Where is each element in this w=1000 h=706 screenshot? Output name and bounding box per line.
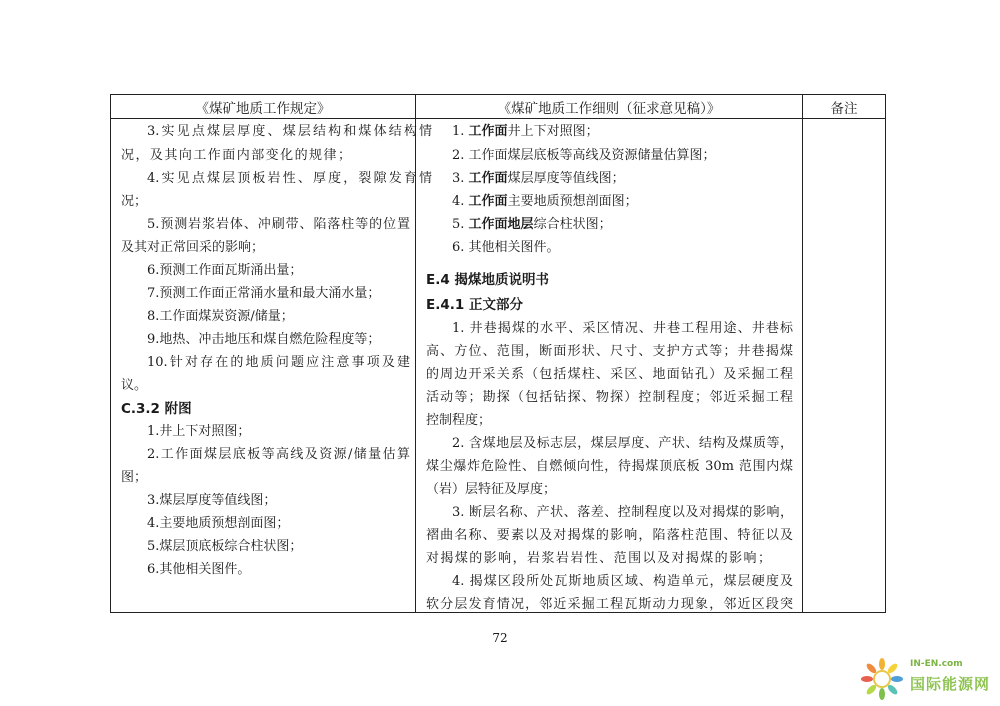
section-heading: E.4 揭煤地质说明书 (426, 272, 549, 288)
list-text: 工作面煤层底板等高线及资源储量估算图； (468, 148, 716, 163)
list-bold: 工作面 (468, 194, 508, 209)
left-line: 4.实见点煤层顶板岩性、厚度，裂隙发育情 (147, 171, 432, 186)
left-line: 9.地热、冲击地压和煤自燃危险程度等； (147, 332, 381, 347)
left-line: 10.针对存在的地质问题应注意事项及建 (147, 355, 410, 370)
left-line: 图； (121, 470, 148, 485)
left-line: 及其对正常回采的影响； (121, 240, 265, 255)
table-header-row (111, 95, 886, 119)
header-left: 《煤矿地质工作规定》 (111, 95, 416, 119)
mid-line: 3. 断层名称、产状、落差、控制程度以及对揭煤的影响， (452, 505, 793, 520)
mid-list-item (452, 217, 612, 233)
list-text: 主要地质预想剖面图； (507, 194, 638, 209)
list-number: 4. (452, 194, 465, 209)
mid-line: 4. 揭煤区段所处瓦斯地质区域、构造单元，煤层硬度及 (452, 574, 793, 589)
note-cell (803, 119, 886, 613)
left-line: 5.预测岩浆岩体、冲刷带、陷落柱等的位置 (147, 217, 410, 232)
mid-line: （岩）层特征及厚度； (426, 482, 557, 497)
list-text: 其他相关图件。 (468, 240, 560, 255)
mid-line: 活动等；勘探（包括钻探、物探）控制程度；邻近采掘工程 (426, 390, 793, 405)
mid-line: 褶曲名称、要素以及对揭煤的影响，陷落柱范围、特征以及 (426, 528, 793, 543)
header-note: 备注 (803, 95, 886, 119)
left-line: 7.预测工作面正常涌水量和最大涌水量； (147, 286, 381, 301)
section-heading: E.4.1 正文部分 (426, 297, 523, 313)
left-line: 况，及其向工作面内部变化的规律； (121, 148, 351, 163)
left-line: 4.主要地质预想剖面图； (147, 516, 290, 531)
sun-logo-icon (858, 655, 906, 703)
mid-list-item (452, 194, 638, 210)
left-line: 5.煤层顶底板综合柱状图； (147, 539, 303, 554)
left-line: 议。 (121, 378, 148, 393)
list-bold: 工作面 (468, 171, 508, 186)
page-number: 72 (492, 631, 508, 645)
section-heading: C.3.2 附图 (121, 401, 192, 417)
mid-line: 高、方位、范围，断面形状、尺寸、支护方式等；井巷揭煤 (426, 344, 793, 359)
mid-list-item (452, 124, 599, 140)
mid-list-item (452, 240, 560, 256)
header-mid: 《煤矿地质工作细则（征求意见稿）》 (416, 95, 803, 119)
left-line: 2.工作面煤层底板等高线及资源/储量估算 (147, 447, 410, 462)
watermark (858, 653, 1000, 706)
list-number: 2. (452, 148, 465, 163)
mid-list-item (452, 148, 716, 164)
left-line: 3.煤层厚度等值线图； (147, 493, 277, 508)
left-line: 8.工作面煤炭资源/储量； (147, 309, 294, 324)
list-number: 5. (452, 217, 465, 232)
list-text: 煤层厚度等值线图； (507, 171, 625, 186)
left-line: 况； (121, 194, 148, 209)
list-text: 综合柱状图； (533, 217, 612, 232)
watermark-domain: IN-EN.com (910, 659, 963, 669)
table-body-row (111, 119, 886, 613)
mid-list-item (452, 171, 625, 187)
list-bold: 工作面地层 (468, 217, 534, 232)
list-bold: 工作面 (468, 124, 508, 139)
list-number: 6. (452, 240, 465, 255)
mid-line: 控制程度； (426, 413, 492, 428)
left-line: 6.预测工作面瓦斯涌出量； (147, 263, 303, 278)
watermark-brand: 国际能源网 (910, 675, 991, 693)
mid-line: 的周边开采关系（包括煤柱、采区、地面钻孔）及采掘工程 (426, 367, 793, 382)
left-cell (111, 119, 432, 613)
mid-line: 2. 含煤地层及标志层，煤层厚度、产状、结构及煤质等， (452, 436, 793, 451)
mid-line: 软分层发育情况，邻近采掘工程瓦斯动力现象，邻近区段突 (426, 597, 793, 612)
list-number: 3. (452, 171, 465, 186)
left-line: 3.实见点煤层厚度、煤层结构和煤体结构情 (147, 124, 432, 139)
list-text: 井上下对照图； (507, 124, 599, 139)
left-line: 1.井上下对照图； (147, 424, 251, 439)
left-line: 6.其他相关图件。 (147, 562, 251, 577)
mid-line: 煤尘爆炸危险性、自燃倾向性，待揭煤顶底板 30m 范围内煤 (426, 459, 793, 474)
list-number: 1. (452, 124, 465, 139)
mid-line: 对揭煤的影响，岩浆岩岩性、范围以及对揭煤的影响； (426, 551, 771, 566)
comparison-table (110, 94, 886, 613)
mid-line: 1. 井巷揭煤的水平、采区情况、井巷工程用途、井巷标 (452, 321, 793, 336)
mid-cell (416, 119, 803, 613)
